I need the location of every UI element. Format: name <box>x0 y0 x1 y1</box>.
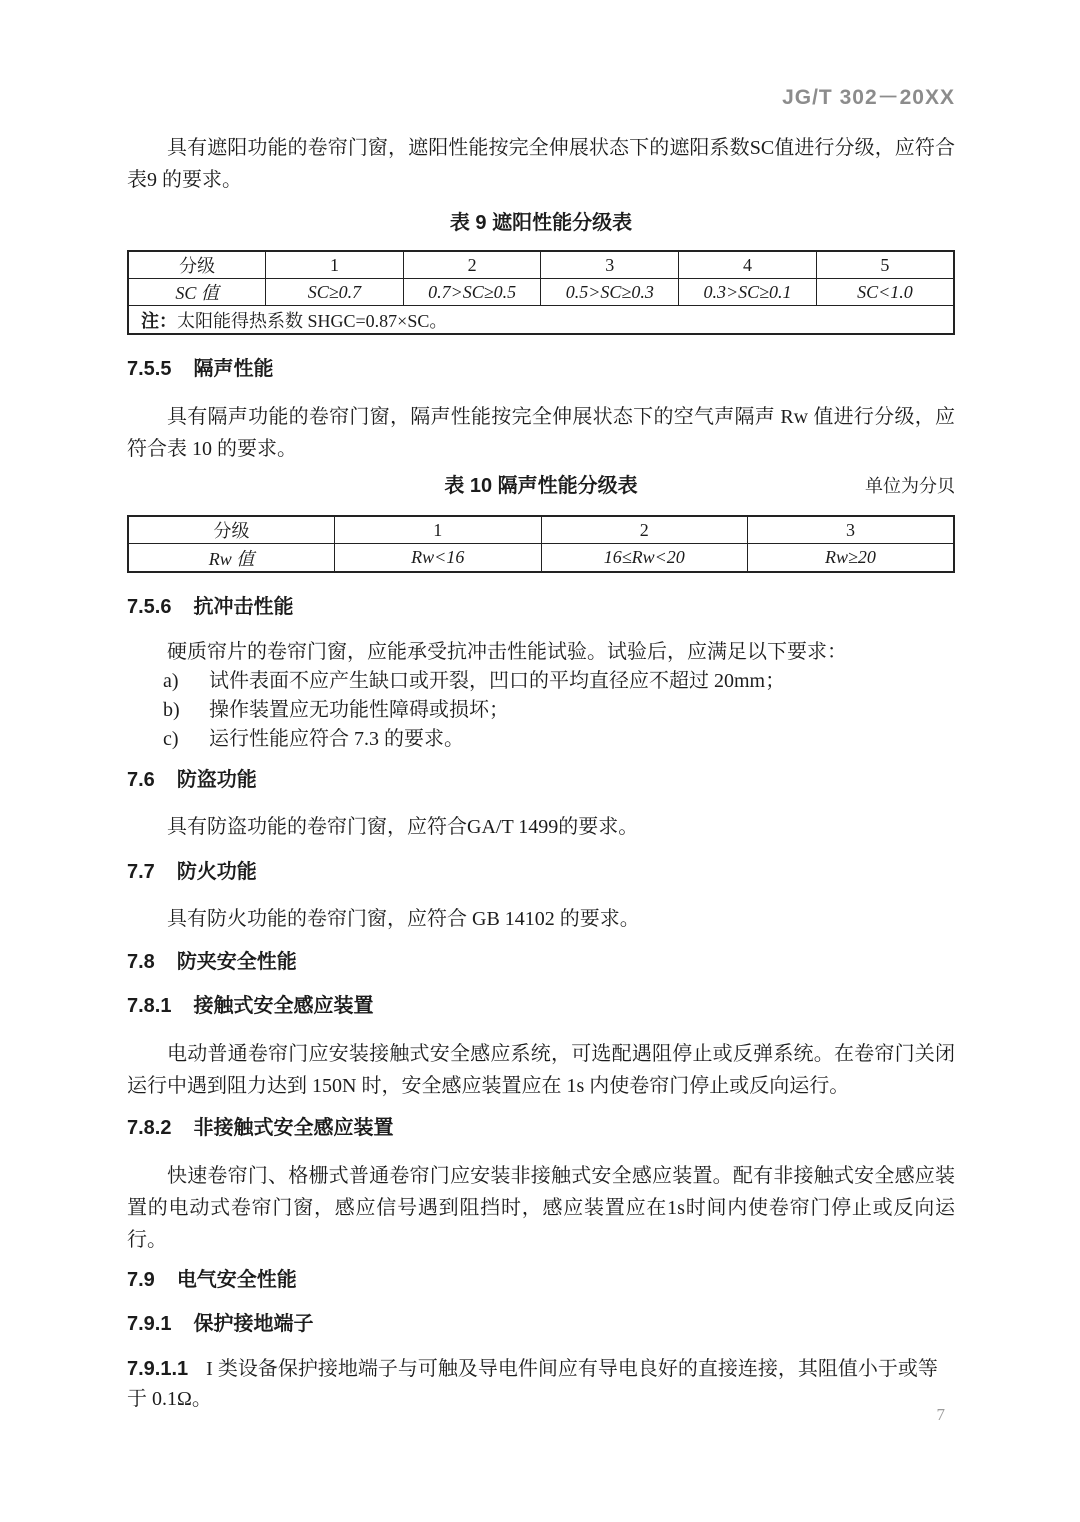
section-number: 7.9.1 <box>127 1313 172 1335</box>
standard-code: JG/T 302－20XX <box>782 86 955 109</box>
section-number: 7.5.5 <box>127 358 172 380</box>
table9-header-row <box>128 251 954 279</box>
list-text: 运行性能应符合 7.3 的要求。 <box>209 728 464 750</box>
list-label: a) <box>163 670 179 692</box>
section-heading-7-9-1 <box>127 1312 955 1336</box>
table-cell: Rw 值 <box>128 544 335 573</box>
section-heading-7-9 <box>127 1268 955 1292</box>
table9-shading-grades <box>127 250 955 335</box>
table-cell: 0.3>SC≥0.1 <box>679 279 817 306</box>
list-label: b) <box>163 699 180 721</box>
page-content <box>0 86 1080 1414</box>
clause-number: 7.9.1.1 <box>127 1358 189 1380</box>
table10-caption-row <box>127 473 955 499</box>
table-note-cell <box>128 306 954 335</box>
note-text: 太阳能得热系数 SHGC=0.87×SC。 <box>177 310 448 331</box>
table-cell: SC<1.0 <box>816 279 954 306</box>
table-cell: 3 <box>748 516 955 544</box>
section-heading-7-5-5 <box>127 357 955 381</box>
list-item-c <box>127 725 955 754</box>
table-cell: Rw≥20 <box>748 544 955 573</box>
section-title: 非接触式安全感应装置 <box>193 1117 394 1139</box>
table10-value-row <box>128 544 954 573</box>
list-label: c) <box>163 728 179 750</box>
section-heading-7-8 <box>127 950 955 974</box>
table10-unit-note: 单位为分贝 <box>865 476 955 496</box>
paragraph-sound-insulation: 具有隔声功能的卷帘门窗，隔声性能按完全伸展状态下的空气声隔声 Rw 值进行分级，应符合表 10 的要求。 <box>127 406 955 460</box>
paragraph-contact-sensor: 电动普通卷帘门应安装接触式安全感应系统，可选配遇阻停止或反弹系统。在卷帘门关闭运行中遇到阻力达到 150N 时，安全感应装置应在 1s 内使卷帘门停止或反向运行。 <box>127 1043 955 1097</box>
section-number: 7.6 <box>127 769 155 791</box>
section-number: 7.5.6 <box>127 596 172 618</box>
section-heading-7-8-2 <box>127 1116 955 1140</box>
table9-value-row <box>128 279 954 306</box>
table-cell: 0.7>SC≥0.5 <box>403 279 541 306</box>
table-cell: 2 <box>403 251 541 279</box>
list-item-a <box>127 667 955 696</box>
paragraph-shading: 具有遮阳功能的卷帘门窗，遮阳性能按完全伸展状态下的遮阳系数SC值进行分级，应符合表9 的要求。 <box>127 137 955 191</box>
paragraph-burglar: 具有防盗功能的卷帘门窗，应符合GA/T 1499的要求。 <box>167 816 639 838</box>
section-number: 7.8.2 <box>127 1117 172 1139</box>
section-number: 7.7 <box>127 861 155 883</box>
list-text: 操作装置应无功能性障碍或损坏； <box>209 699 509 721</box>
section-heading-7-5-6 <box>127 595 955 619</box>
table10-sound-grades <box>127 515 955 573</box>
table-cell: Rw<16 <box>335 544 542 573</box>
section-title: 电气安全性能 <box>176 1269 297 1291</box>
table-cell: 0.5>SC≥0.3 <box>541 279 679 306</box>
section-heading-7-7 <box>127 860 955 884</box>
table-cell: 5 <box>816 251 954 279</box>
table-cell: SC≥0.7 <box>266 279 404 306</box>
table-cell: 2 <box>541 516 748 544</box>
section-title: 保护接地端子 <box>193 1313 314 1335</box>
section-title: 防夹安全性能 <box>176 951 297 973</box>
table10-caption: 表 10 隔声性能分级表 <box>444 475 638 497</box>
section-title: 防盗功能 <box>176 769 257 791</box>
table-cell: 1 <box>335 516 542 544</box>
table-cell: SC 值 <box>128 279 266 306</box>
list-text: 试件表面不应产生缺口或开裂，凹口的平均直径应不超过 20mm； <box>209 670 786 692</box>
section-title: 抗冲击性能 <box>193 596 294 618</box>
section-number: 7.9 <box>127 1269 155 1291</box>
table-cell: 分级 <box>128 516 335 544</box>
section-title: 防火功能 <box>176 861 257 883</box>
clause-text: I 类设备保护接地端子与可触及导电件间应有导电良好的直接连接，其阻值小于或等于 0.1Ω。 <box>127 1358 938 1410</box>
section-number: 7.8.1 <box>127 995 172 1017</box>
table-cell: 4 <box>679 251 817 279</box>
section-heading-7-8-1 <box>127 994 955 1018</box>
clause-7-9-1-1 <box>127 1354 955 1414</box>
paragraph-noncontact-sensor: 快速卷帘门、格栅式普通卷帘门应安装非接触式安全感应装置。配有非接触式安全感应装置的电动式卷帘门窗，感应信号遇到阻挡时，感应装置应在1s时间内使卷帘门停止或反向运行。 <box>127 1165 955 1251</box>
table9-caption: 表 9 遮阳性能分级表 <box>449 212 633 234</box>
table-cell: 1 <box>266 251 404 279</box>
table10-header-row <box>128 516 954 544</box>
list-item-b <box>127 696 955 725</box>
section-title: 隔声性能 <box>193 358 274 380</box>
paragraph-impact-intro: 硬质帘片的卷帘门窗，应能承受抗冲击性能试验。试验后，应满足以下要求： <box>167 641 847 663</box>
table-cell: 3 <box>541 251 679 279</box>
table-cell: 16≤Rw<20 <box>541 544 748 573</box>
table-cell: 分级 <box>128 251 266 279</box>
note-label: 注： <box>141 310 177 331</box>
section-number: 7.8 <box>127 951 155 973</box>
paragraph-fire: 具有防火功能的卷帘门窗，应符合 GB 14102 的要求。 <box>167 908 640 930</box>
section-title: 接触式安全感应装置 <box>193 995 374 1017</box>
page-number: 7 <box>936 1405 945 1424</box>
table9-note-row <box>128 306 954 335</box>
section-heading-7-6 <box>127 768 955 792</box>
